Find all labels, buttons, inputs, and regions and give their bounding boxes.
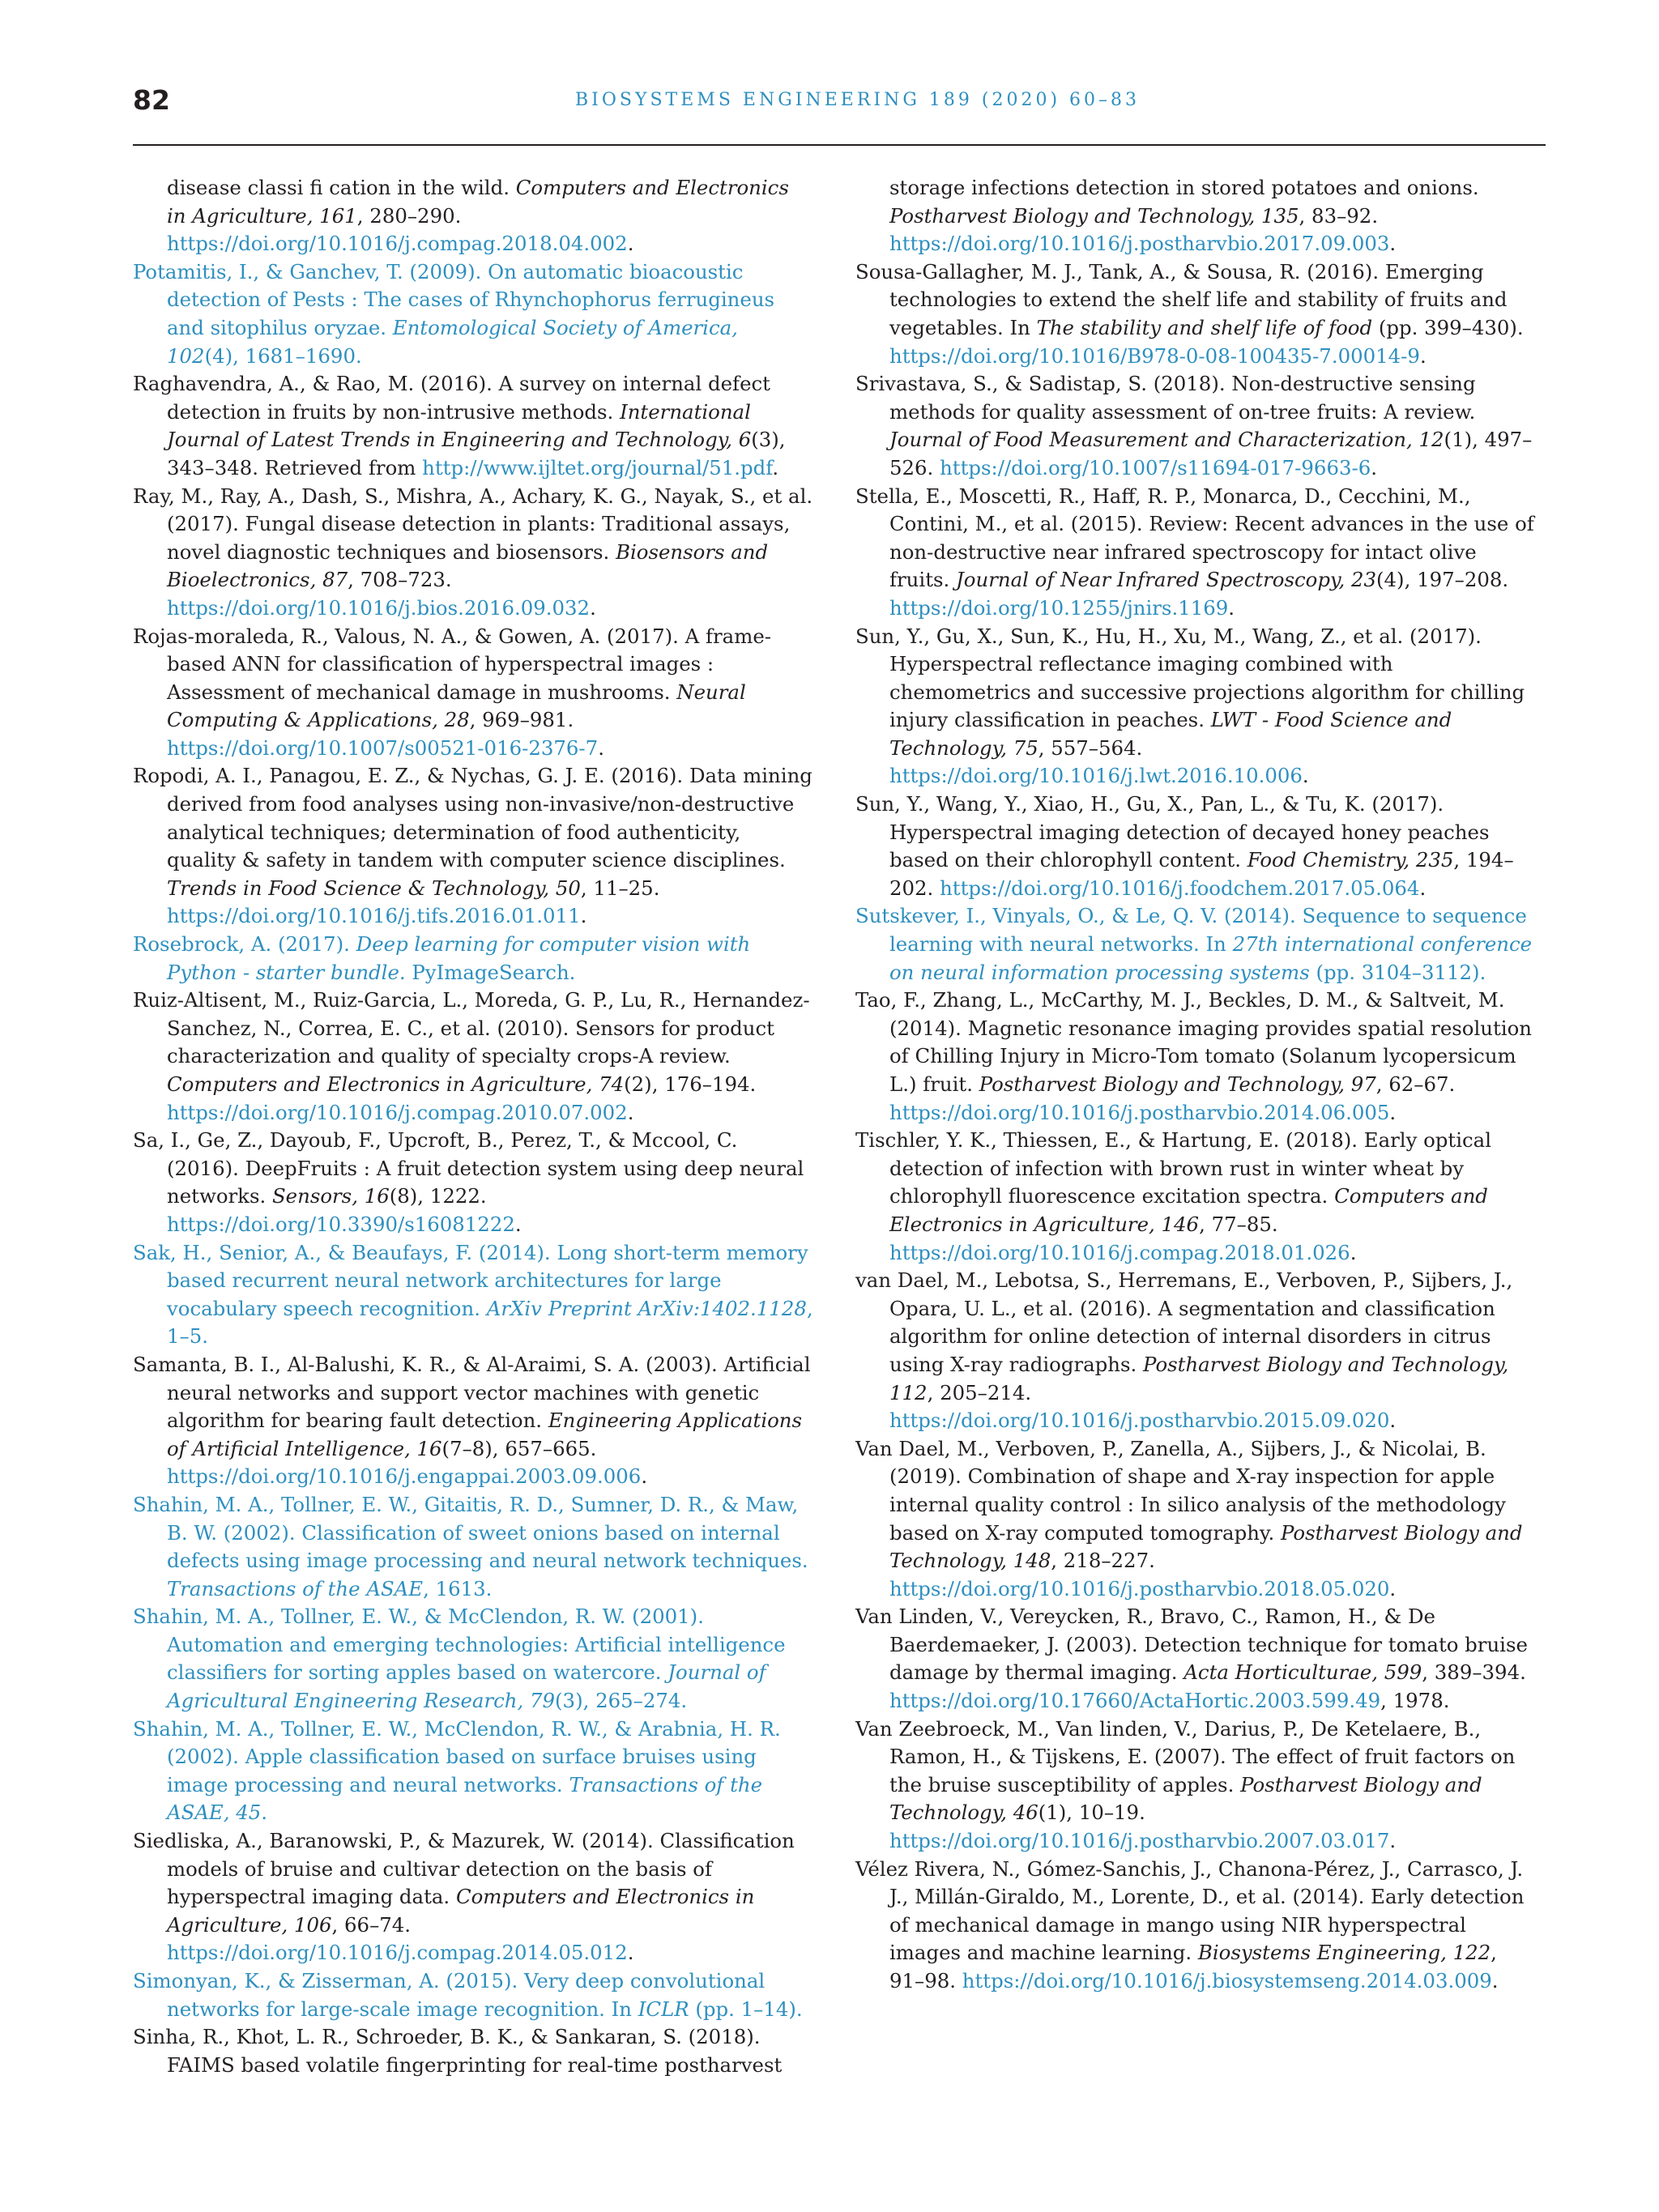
reference-details: , 218–227. xyxy=(1051,1549,1155,1573)
reference-details: (3), 343–348. Retrieved from xyxy=(167,428,786,479)
reference-text: Simonyan, K., & Zisserman, A. (2015). Very deep convolutional networks for large-scale image recognition. In xyxy=(133,1969,766,2021)
doi-link[interactable]: https://doi.org/10.1016/j.postharvbio.2007.03.017 xyxy=(889,1829,1390,1853)
reference-details: (pp. 1–14). xyxy=(689,1997,803,2021)
doi-link[interactable]: https://doi.org/10.1016/j.compag.2014.05.012 xyxy=(167,1941,628,1965)
reference-details: (1), 10–19. xyxy=(1038,1801,1145,1825)
doi-link[interactable]: https://doi.org/10.1016/j.lwt.2016.10.006 xyxy=(889,764,1303,788)
reference-source: Acta Horticulturae, 599 xyxy=(1183,1660,1422,1685)
reference-source: Journal of Near Infrared Spectroscopy, 23 xyxy=(956,568,1377,592)
reference-details: , 969–981. xyxy=(469,708,574,732)
reference-text: Rojas-moraleda, R., Valous, N. A., & Gowen, A. (2017). A frame-based ANN for classification of hyperspectral images : Assessment of mechanical damage in mushrooms. xyxy=(133,624,772,704)
doi-link[interactable]: https://doi.org/10.1016/j.compag.2018.01.026 xyxy=(889,1240,1350,1264)
doi-link[interactable]: https://doi.org/10.3390/s16081222 xyxy=(167,1212,515,1236)
reference-source: Postharvest Biology and Technology, 148 xyxy=(889,1520,1523,1573)
reference-text: Raghavendra, A., & Rao, M. (2016). A survey on internal defect detection in fruits by non-intrusive methods. xyxy=(133,372,770,424)
reference-end: . xyxy=(580,904,587,928)
reference-entry xyxy=(855,483,1536,623)
reference-entry xyxy=(133,623,813,763)
reference-entry xyxy=(133,987,813,1127)
reference-end: . xyxy=(1389,1829,1397,1853)
reference-details: , 280–290. xyxy=(356,203,462,228)
reference-text: Ropodi, A. I., Panagou, E. Z., & Nychas, G. J. E. (2016). Data mining derived from food analyses using non-invasive/non-destructive analytical techniques; determination of food authenticity, quality & safety in tandem with computer science disciplines. xyxy=(133,764,812,872)
references-right-column xyxy=(855,174,1536,1996)
doi-link[interactable]: https://doi.org/10.1016/j.postharvbio.2015.09.020 xyxy=(889,1409,1390,1433)
page-number: 82 xyxy=(133,84,170,116)
reference-details: , 77–85. xyxy=(1199,1212,1278,1236)
reference-entry xyxy=(855,987,1536,1127)
reference-details: , 62–67. xyxy=(1375,1072,1456,1096)
doi-link[interactable]: https://doi.org/10.1016/j.bios.2016.09.032 xyxy=(167,595,591,620)
reference-entry xyxy=(855,1715,1536,1856)
doi-link[interactable]: https://doi.org/10.1016/j.postharvbio.2014.06.005 xyxy=(889,1100,1390,1124)
doi-link[interactable]: http://www.ijltet.org/journal/51.pdf xyxy=(422,455,773,479)
reference-entry xyxy=(133,1827,813,1967)
reference-details: , 205–214. xyxy=(927,1380,1032,1404)
reference-end: . xyxy=(1389,1576,1397,1600)
reference-source: ArXiv Preprint ArXiv:1402.1128 xyxy=(486,1296,807,1320)
reference-end: . xyxy=(1371,455,1378,479)
doi-link[interactable]: https://doi.org/10.1016/j.foodchem.2017.05.064 xyxy=(940,876,1420,900)
reference-source: Neural Computing & Applications, 28 xyxy=(167,680,746,732)
reference-end: . xyxy=(1419,876,1427,900)
reference-source: International Journal of Latest Trends in Engineering and Technology, 6 xyxy=(167,399,752,452)
reference-source: Food Chemistry, 235 xyxy=(1247,848,1454,872)
reference-end: . xyxy=(1389,232,1397,256)
reference-source: Journal of Agricultural Engineering Research, 79 xyxy=(167,1660,766,1713)
reference-source: Computers and Electronics in Agriculture, 161 xyxy=(167,176,789,228)
reference-details: (4), 197–208. xyxy=(1376,568,1509,592)
reference-end: . xyxy=(1302,764,1309,788)
reference-entry[interactable] xyxy=(133,1603,813,1715)
reference-entry xyxy=(133,1127,813,1238)
reference-details: , 83–92. xyxy=(1299,203,1379,228)
reference-entry xyxy=(855,174,1536,258)
reference-entry[interactable] xyxy=(133,1715,813,1827)
reference-text: Sun, Y., Gu, X., Sun, K., Hu, H., Xu, M., Wang, Z., et al. (2017). Hyperspectral reflectance imaging combined with chemometrics and successive projections algorithm for chilling injury classification in peaches. xyxy=(855,624,1525,732)
reference-details: (pp. 3104–3112). xyxy=(1309,960,1486,984)
reference-text: Siedliska, A., Baranowski, P., & Mazurek, W. (2014). Classification models of bruise and cultivar detection on the basis of hyperspectral imaging data. xyxy=(133,1829,795,1909)
reference-end: . xyxy=(627,1941,634,1965)
reference-entry xyxy=(133,1351,813,1491)
reference-text: Rosebrock, A. (2017). xyxy=(133,932,356,957)
reference-source: Transactions of the ASAE, 45 xyxy=(167,1772,763,1825)
reference-details: , 11–25. xyxy=(580,876,660,900)
reference-text: Srivastava, S., & Sadistap, S. (2018). Non-destructive sensing methods for quality assessment of on-tree fruits: A review. xyxy=(855,372,1476,424)
reference-text: disease classi fi cation in the wild. xyxy=(167,176,516,199)
reference-details: , 708–723. xyxy=(348,568,452,592)
reference-text: storage infections detection in stored potatoes and onions. xyxy=(889,176,1479,199)
reference-entry[interactable] xyxy=(133,1491,813,1603)
reference-end: . xyxy=(1389,1100,1397,1124)
reference-source: Deep learning for computer vision with Python - starter bundle xyxy=(167,932,751,984)
reference-details: , 66–74. xyxy=(331,1912,412,1937)
reference-source: Computers and Electronics in Agriculture, 74 xyxy=(167,1072,625,1096)
reference-source: Sensors, 16 xyxy=(271,1184,390,1208)
reference-end: . xyxy=(1389,1409,1397,1433)
reference-source: 27th international conference on neural information processing systems xyxy=(889,932,1533,984)
reference-source: LWT - Food Science and Technology, 75 xyxy=(889,708,1452,760)
reference-entry xyxy=(855,370,1536,482)
reference-end: . xyxy=(1228,595,1235,620)
reference-source: Postharvest Biology and Technology, 46 xyxy=(889,1772,1482,1825)
reference-text: Sinha, R., Khot, L. R., Schroeder, B. K., & Sankaran, S. (2018). FAIMS based volatile fingerprinting for real-time postharvest xyxy=(133,2025,783,2077)
reference-details: (pp. 399–430). xyxy=(1372,315,1524,339)
reference-entry[interactable] xyxy=(133,1239,813,1351)
reference-details: , 91–98. xyxy=(889,1941,1497,1993)
doi-link[interactable]: https://doi.org/10.1016/j.biosystemseng.2014.03.009 xyxy=(962,1969,1492,1993)
reference-entry xyxy=(855,1603,1536,1715)
doi-link[interactable]: https://doi.org/10.17660/ActaHortic.2003.599.49 xyxy=(889,1689,1381,1713)
reference-end: . xyxy=(1491,1969,1499,1993)
reference-end: . xyxy=(627,232,634,256)
reference-text: Sa, I., Ge, Z., Dayoub, F., Upcroft, B., Perez, T., & Mccool, C. (2016). DeepFruits : A fruit detection system using deep neural networks. xyxy=(133,1128,804,1208)
reference-details: , 389–394. xyxy=(1422,1660,1526,1685)
doi-link[interactable]: https://doi.org/10.1016/j.postharvbio.2018.05.020 xyxy=(889,1576,1390,1600)
reference-entry[interactable] xyxy=(133,258,813,370)
reference-entry xyxy=(133,762,813,931)
reference-source: Journal of Food Measurement and Characterization, 12 xyxy=(889,428,1444,452)
reference-source: Entomological Society of America, 102 xyxy=(167,315,738,368)
reference-end: . xyxy=(514,1212,522,1236)
reference-end: , 1978. xyxy=(1380,1689,1450,1713)
reference-entry xyxy=(855,1267,1536,1435)
reference-text: Stella, E., Moscetti, R., Haff, R. P., Monarca, D., Cecchini, M., Contini, M., et al. (2015). Review: Recent advances in the use of non-destructive near infrared spectroscopy for intact olive fruits. xyxy=(855,484,1534,592)
doi-link[interactable]: https://doi.org/10.1016/j.engappai.2003.09.006 xyxy=(167,1464,642,1489)
reference-text: Vélez Rivera, N., Gómez-Sanchis, J., Chanona-Pérez, J., Carrasco, J. J., Millán-Giraldo, M., Lorente, D., et al. (2014). Early detection of mechanical damage in mango using NIR hyperspectral images and machine learning. xyxy=(855,1856,1525,1965)
reference-source: The stability and shelf life of food xyxy=(1036,315,1373,339)
reference-text: Ray, M., Ray, A., Dash, S., Mishra, A., Achary, K. G., Nayak, S., et al. (2017). Fungal disease detection in plants: Traditional assays, novel diagnostic techniques and biosensors. xyxy=(133,484,813,564)
reference-text: Tao, F., Zhang, L., McCarthy, M. J., Beckles, D. M., & Saltveit, M. (2014). Magnetic resonance imaging provides spatial resolution of Chilling Injury in Micro-Tom tomato (Solanum lycopersicum L.) fruit. xyxy=(855,988,1532,1096)
reference-text: Shahin, M. A., Tollner, E. W., & McClendon, R. W. (2001). Automation and emerging technologies: Artificial intelligence classifiers for sorting apples based on watercore. xyxy=(133,1605,786,1685)
reference-text: Van Zeebroeck, M., Van linden, V., Darius, P., De Ketelaere, B., Ramon, H., & Tijskens, E. (2007). The effect of fruit factors on the bruise susceptibility of apples. xyxy=(855,1716,1516,1796)
reference-text: Van Dael, M., Verboven, P., Zanella, A., Sijbers, J., & Nicolai, B. (2019). Combination of shape and X-ray inspection for apple internal quality control : In silico analysis of the methodology based on X-ray computed tomography. xyxy=(855,1436,1506,1545)
reference-details: (7–8), 657–665. xyxy=(441,1436,597,1460)
references-left-column xyxy=(133,174,813,2079)
doi-link[interactable]: https://doi.org/10.1255/jnirs.1169 xyxy=(889,595,1229,620)
page-header xyxy=(133,81,1546,146)
reference-end: . xyxy=(1419,343,1427,368)
reference-entry xyxy=(855,258,1536,370)
reference-text: Tischler, Y. K., Thiessen, E., & Hartung, E. (2018). Early optical detection of infection with brown rust in winter wheat by chlorophyll fluorescence excitation spectra. xyxy=(855,1128,1492,1208)
reference-details: , 194–202. xyxy=(889,848,1514,900)
reference-details: (8), 1222. xyxy=(389,1184,487,1208)
reference-text: Sousa-Gallagher, M. J., Tank, A., & Sousa, R. (2016). Emerging technologies to extend the shelf life and stability of fruits and vegetables. In xyxy=(855,259,1508,339)
reference-entry xyxy=(855,1856,1536,1996)
reference-details: (1), 497–526. xyxy=(889,428,1533,479)
reference-entry[interactable] xyxy=(133,931,813,987)
reference-entry xyxy=(855,623,1536,791)
reference-entry[interactable] xyxy=(133,1967,813,2023)
reference-source: Trends in Food Science & Technology, 50 xyxy=(167,876,581,900)
reference-source: Biosystems Engineering, 122 xyxy=(1197,1941,1491,1965)
reference-entry xyxy=(133,370,813,482)
reference-entry[interactable] xyxy=(855,902,1536,987)
reference-text: Sak, H., Senior, A., & Beaufays, F. (2014). Long short-term memory based recurrent neural network architectures for large vocabulary speech recognition. xyxy=(133,1240,808,1320)
reference-end: . xyxy=(590,595,596,620)
reference-source: Postharvest Biology and Technology, 97 xyxy=(979,1072,1376,1096)
reference-text: Sutskever, I., Vinyals, O., & Le, Q. V. (2014). Sequence to sequence learning with neural networks. In xyxy=(855,904,1527,957)
reference-details: , 557–564. xyxy=(1038,735,1143,760)
reference-source: Postharvest Biology and Technology, 135 xyxy=(889,203,1299,228)
reference-source: ICLR xyxy=(638,1997,689,2021)
reference-entry xyxy=(855,791,1536,902)
doi-link[interactable]: https://doi.org/10.1016/j.compag.2018.04.002 xyxy=(167,232,628,256)
reference-source: Computers and Electronics in Agriculture, 146 xyxy=(889,1184,1488,1236)
reference-text: van Dael, M., Lebotsa, S., Herremans, E., Verboven, P., Sijbers, J., Opara, U. L., et al. (2016). A segmentation and classification algorithm for online detection of internal disorders in citrus using X-ray radiographs. xyxy=(855,1268,1513,1376)
reference-text: Shahin, M. A., Tollner, E. W., McClendon, R. W., & Arabnia, H. R. (2002). Apple classification based on surface bruises using image processing and neural networks. xyxy=(133,1716,781,1796)
reference-details: (4), 1681–1690. xyxy=(204,343,362,368)
running-head: BIOSYSTEMS ENGINEERING 189 (2020) 60–83 xyxy=(575,90,1141,110)
reference-entry xyxy=(133,2023,813,2079)
reference-end: . xyxy=(772,455,779,479)
reference-text: Shahin, M. A., Tollner, E. W., Gitaitis, R. D., Sumner, D. R., & Maw, B. W. (2002). Classification of sweet onions based on internal defects using image processing and neural network techniques. xyxy=(133,1492,808,1573)
reference-end: . xyxy=(1350,1240,1357,1264)
reference-source: Computers and Electronics in Agriculture, 106 xyxy=(167,1885,755,1937)
reference-text: Samanta, B. I., Al-Balushi, K. R., & Al-Araimi, S. A. (2003). Artificial neural networks and support vector machines with genetic algorithm for bearing fault detection. xyxy=(133,1352,811,1433)
reference-source: Biosensors and Bioelectronics, 87 xyxy=(167,539,769,592)
reference-details: (2), 176–194. xyxy=(624,1072,757,1096)
reference-details: . xyxy=(261,1801,268,1825)
reference-end: . xyxy=(627,1100,634,1124)
reference-source: Engineering Applications of Artificial Intelligence, 16 xyxy=(167,1409,803,1460)
reference-text: Potamitis, I., & Ganchev, T. (2009). On automatic bioacoustic detection of Pests : The cases of Rhynchophorus ferrugineus and sitophilus oryzae. xyxy=(133,259,775,339)
doi-link[interactable]: https://doi.org/10.1016/j.postharvbio.2017.09.003 xyxy=(889,232,1390,256)
doi-link[interactable]: https://doi.org/10.1007/s11694-017-9663-6 xyxy=(940,455,1371,479)
reference-text: Ruiz-Altisent, M., Ruiz-Garcia, L., Moreda, G. P., Lu, R., Hernandez-Sanchez, N., Correa, E. C., et al. (2010). Sensors for product characterization and quality of specialty crops-A review. xyxy=(133,988,810,1068)
doi-link[interactable]: https://doi.org/10.1016/j.tifs.2016.01.011 xyxy=(167,904,581,928)
reference-entry xyxy=(855,1127,1536,1267)
doi-link[interactable]: https://doi.org/10.1016/j.compag.2010.07.002 xyxy=(167,1100,628,1124)
reference-details: , 1613. xyxy=(423,1576,493,1600)
reference-source: Transactions of the ASAE xyxy=(167,1576,424,1600)
reference-entry xyxy=(855,1435,1536,1604)
reference-text: Van Linden, V., Vereycken, R., Bravo, C., Ramon, H., & De Baerdemaeker, J. (2003). Detection technique for tomato bruise damage by thermal imaging. xyxy=(855,1605,1528,1685)
doi-link[interactable]: https://doi.org/10.1016/B978-0-08-100435-7.00014-9 xyxy=(889,343,1420,368)
reference-entry xyxy=(133,483,813,623)
reference-end: . xyxy=(641,1464,648,1489)
reference-text: Sun, Y., Wang, Y., Xiao, H., Gu, X., Pan, L., & Tu, K. (2017). Hyperspectral imaging detection of decayed honey peaches based on their chlorophyll content. xyxy=(855,792,1490,872)
reference-source: Postharvest Biology and Technology, 112 xyxy=(889,1352,1509,1404)
reference-details: . PyImageSearch. xyxy=(399,960,576,984)
doi-link[interactable]: https://doi.org/10.1007/s00521-016-2376-7 xyxy=(167,735,599,760)
reference-entry xyxy=(133,174,813,258)
reference-end: . xyxy=(598,735,604,760)
reference-details: (3), 265–274. xyxy=(555,1689,688,1713)
reference-details: , 1–5. xyxy=(167,1296,813,1349)
